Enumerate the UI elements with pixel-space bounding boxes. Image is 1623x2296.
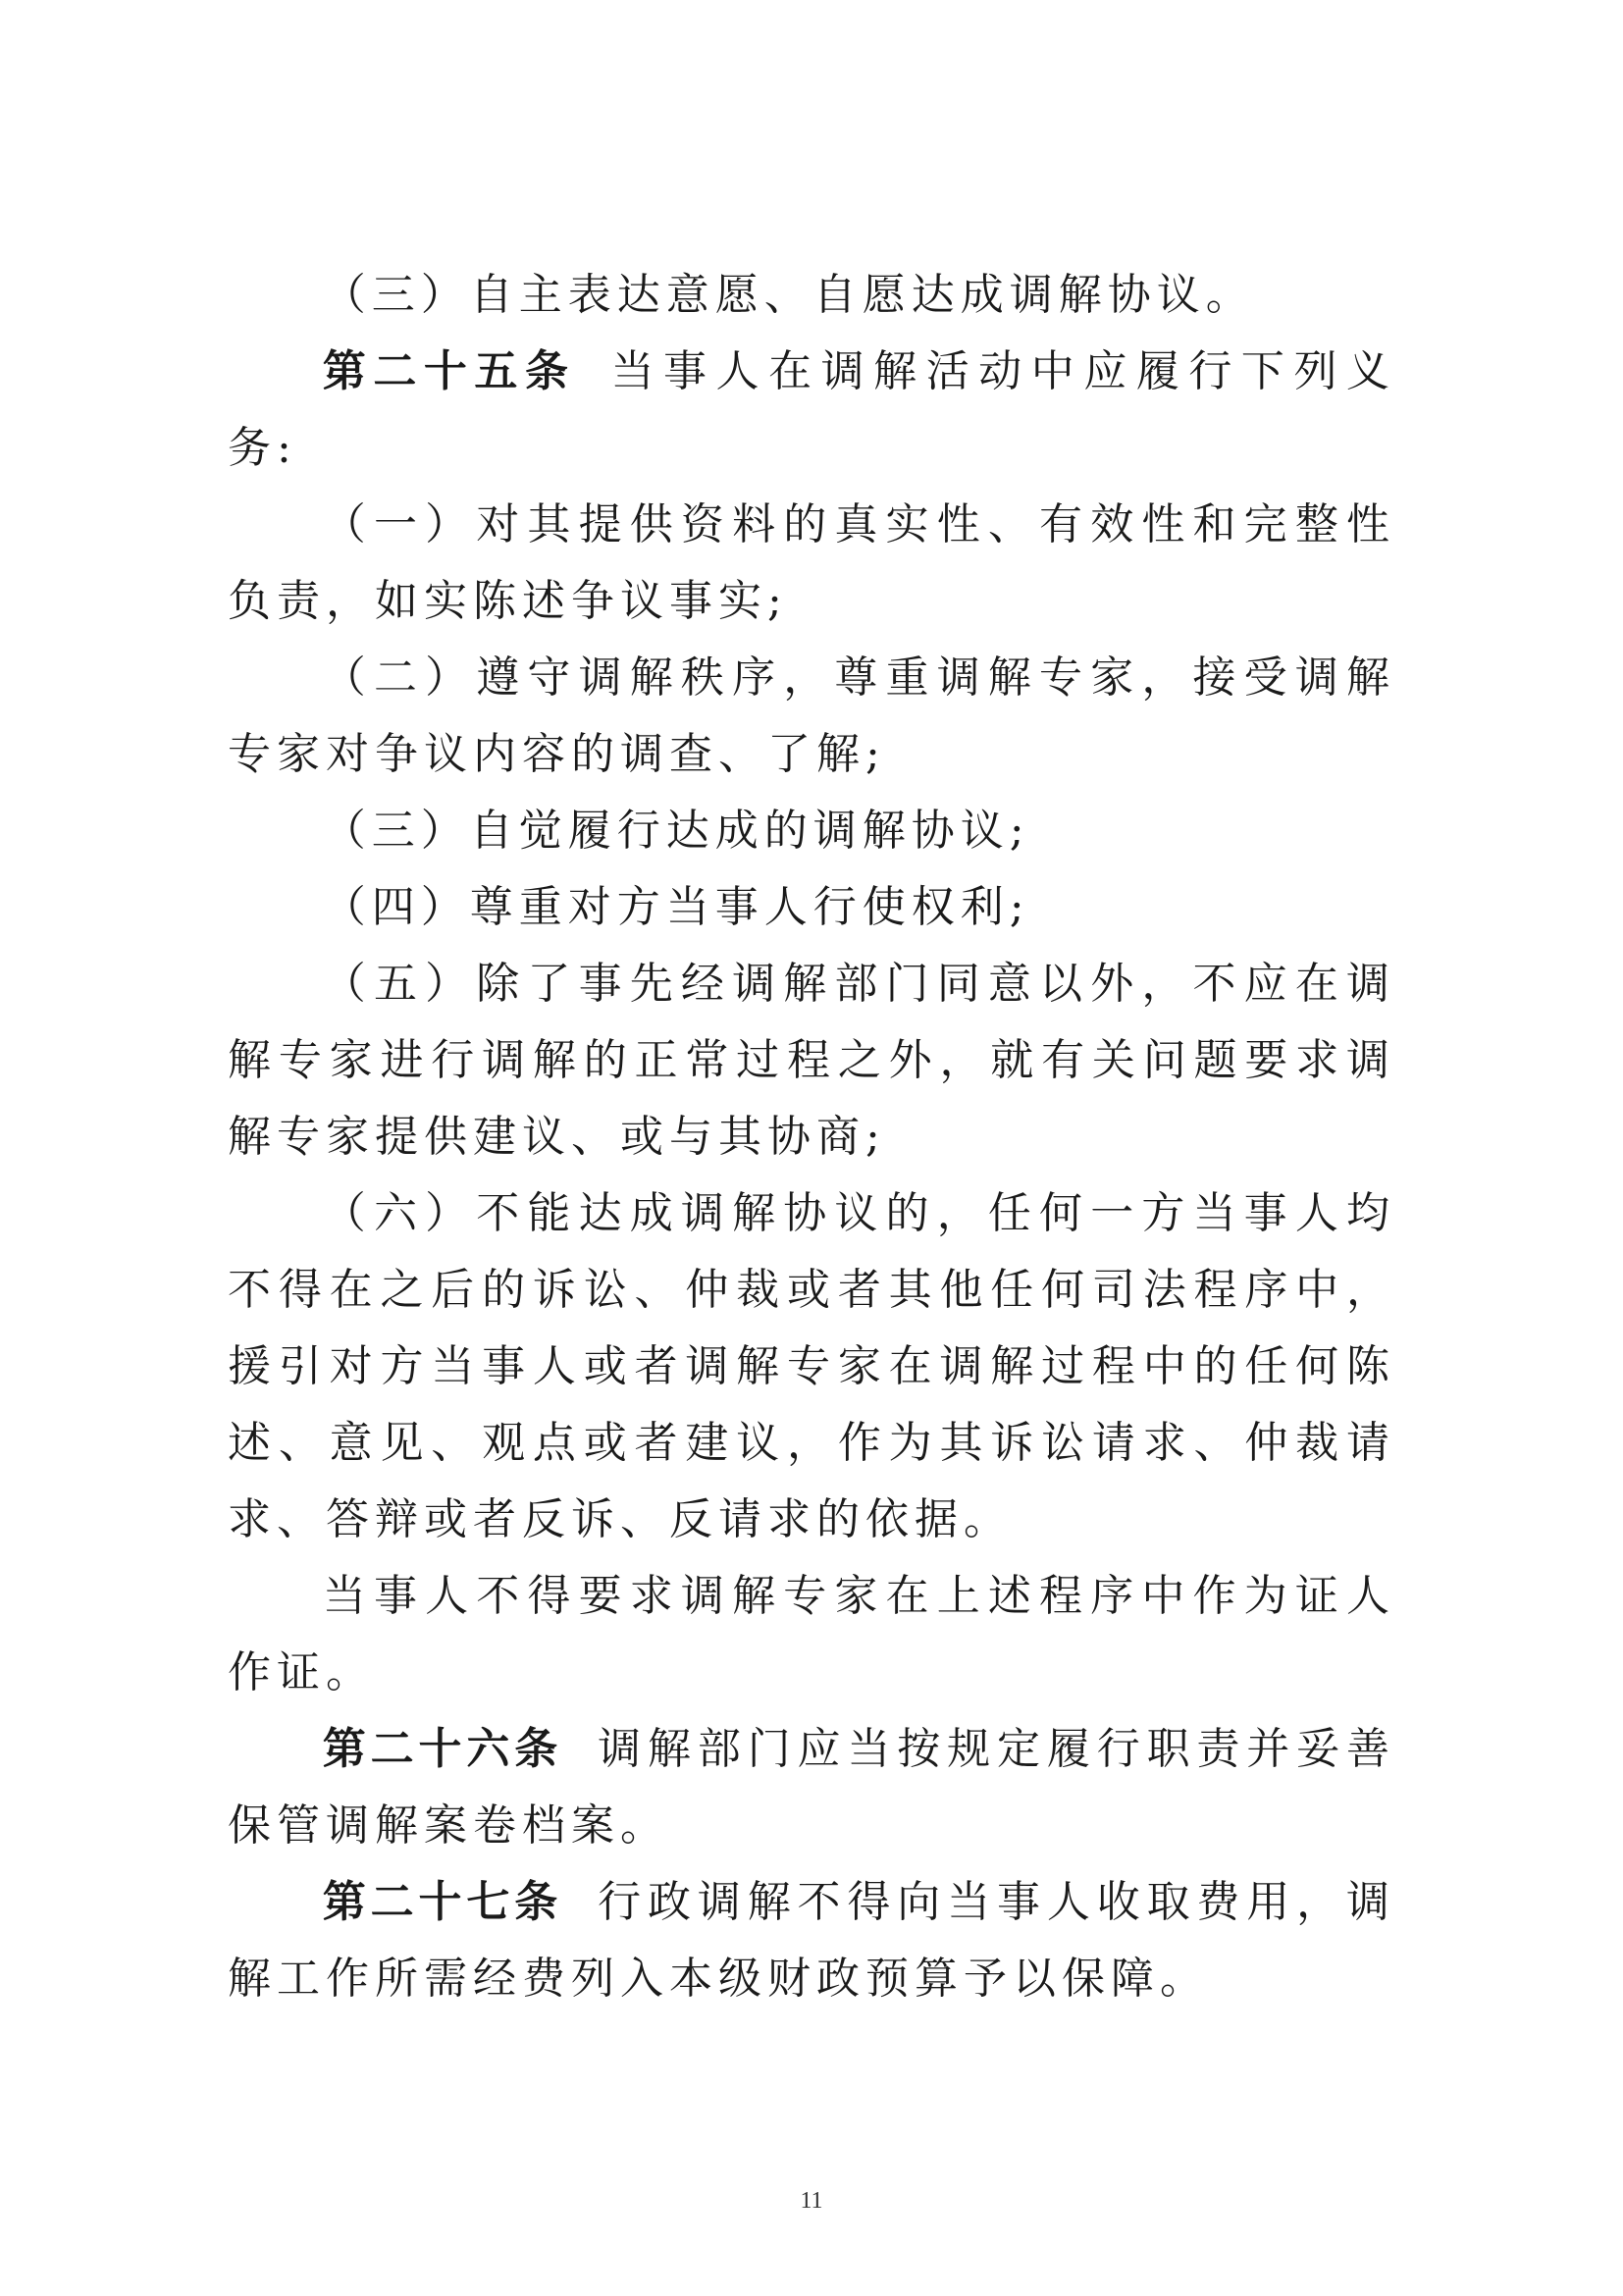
document-body	[228, 257, 1395, 2017]
paragraph-text: 当事人在调解活动中应履行下列义务:	[228, 346, 1396, 473]
article-heading: 第二十五条	[322, 346, 576, 396]
article-26	[228, 1711, 1395, 1864]
paragraph-item-3	[228, 257, 1395, 334]
paragraph-text: 行政调解不得向当事人收取费用，调解工作所需经费列入本级财政预算予以保障。	[228, 1877, 1396, 2004]
paragraph-text: （三）自主表达意愿、自愿达成调解协议。	[322, 270, 1255, 320]
paragraph-text: （六）不能达成调解协议的，任何一方当事人均不得在之后的诉讼、仲裁或者其他任何司法程序中，援引对方当事人或者调解专家在调解过程中的任何陈述、意见、观点或者建议，作为其诉讼请求、仲裁请求、答辩或者反诉、反请求的依据。	[228, 1188, 1395, 1544]
article-27	[228, 1864, 1395, 2017]
paragraph-item-4	[228, 869, 1395, 946]
paragraph-item-2	[228, 640, 1395, 793]
paragraph-item-1	[228, 487, 1395, 640]
paragraph-text: 调解部门应当按规定履行职责并妥善保管调解案卷档案。	[228, 1724, 1396, 1851]
paragraph-text: 当事人不得要求调解专家在上述程序中作为证人作证。	[228, 1571, 1395, 1697]
article-25	[228, 334, 1395, 487]
paragraph-text: （三）自觉履行达成的调解协议;	[322, 806, 1030, 856]
page-number: 11	[800, 2188, 823, 2214]
paragraph-text: （五）除了事先经调解部门同意以外，不应在调解专家进行调解的正常过程之外，就有关问题要求调解专家提供建议、或与其协商;	[228, 959, 1395, 1162]
paragraph-item-3b	[228, 793, 1395, 869]
paragraph-note	[228, 1558, 1395, 1711]
article-heading: 第二十六条	[322, 1724, 563, 1774]
article-heading: 第二十七条	[322, 1877, 563, 1927]
paragraph-text: （一）对其提供资料的真实性、有效性和完整性负责，如实陈述争议事实;	[228, 499, 1395, 626]
paragraph-text: （二）遵守调解秩序，尊重调解专家，接受调解专家对争议内容的调查、了解;	[228, 652, 1395, 779]
paragraph-item-5	[228, 946, 1395, 1175]
paragraph-text: （四）尊重对方当事人行使权利;	[322, 882, 1030, 932]
paragraph-item-6	[228, 1175, 1395, 1558]
